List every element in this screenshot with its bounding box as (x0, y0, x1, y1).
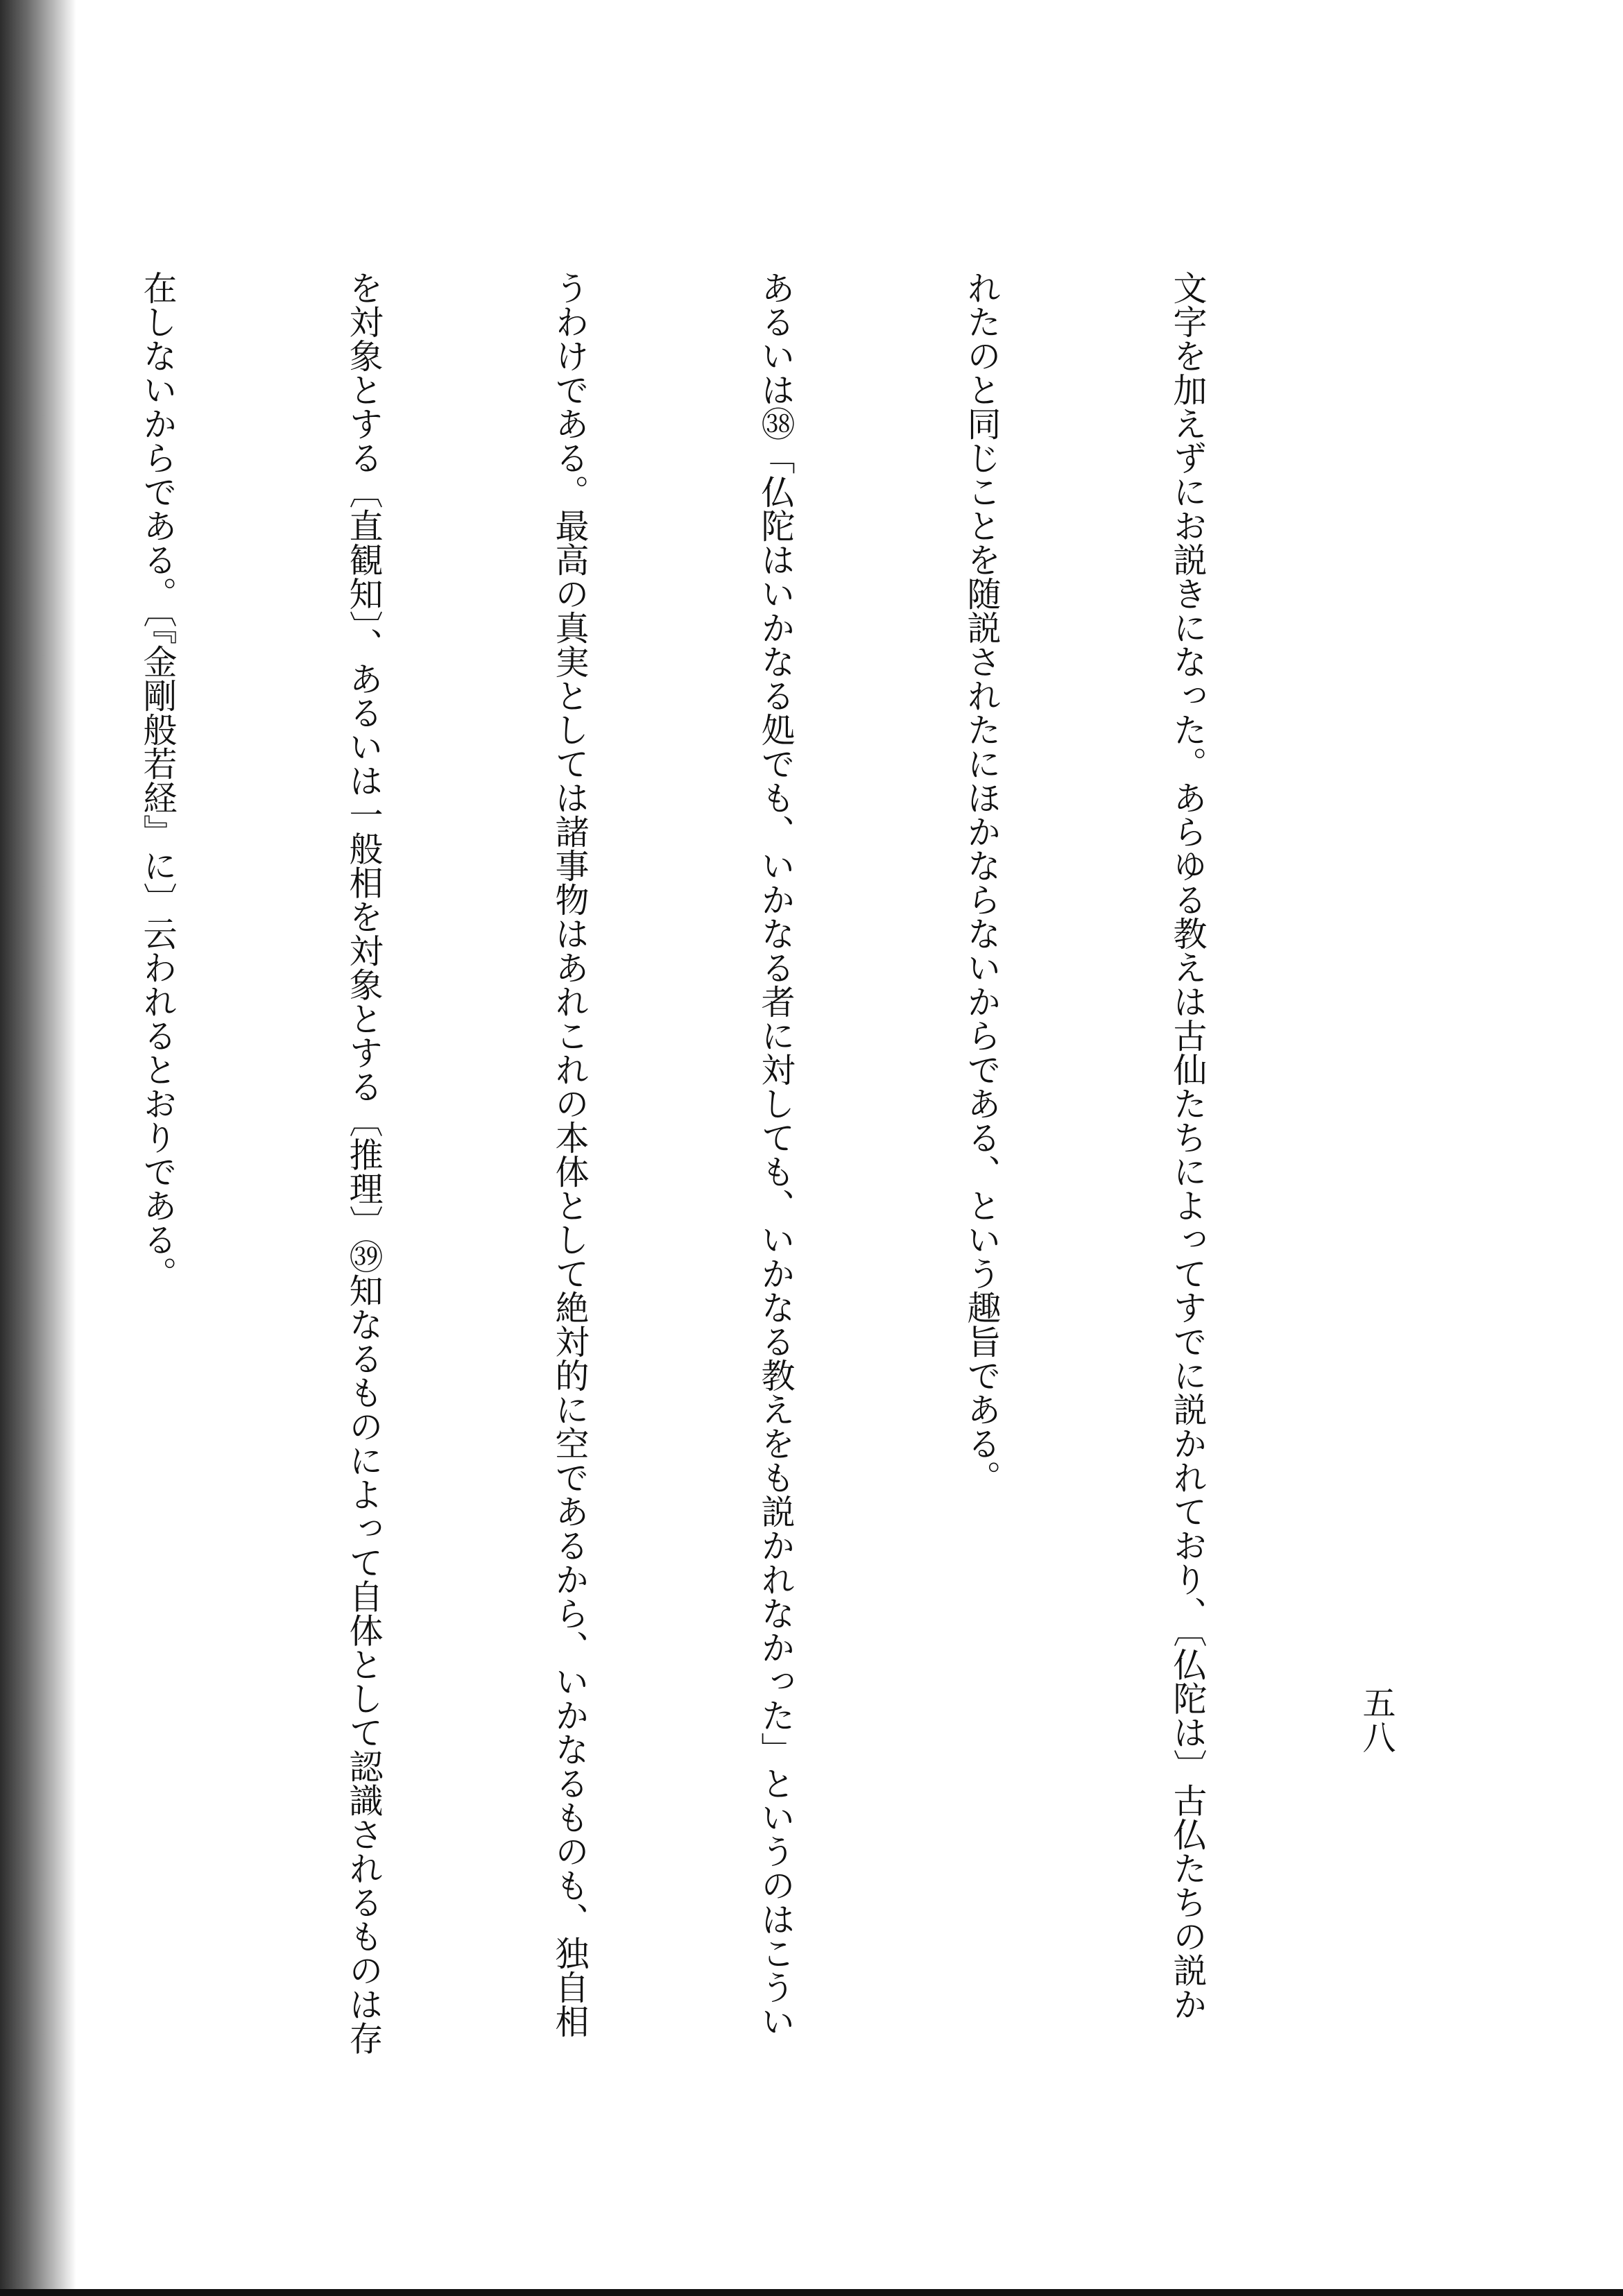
text-line: を対象とする〔直観知〕、あるいは一般相を対象とする〔推理〕㊴知なるものによって自体として認識されるものは存 (344, 271, 384, 2055)
text-line: うわけである。最高の真実としては諸事物はあれこれの本体として絶対的に空であるから、いかなるものも、独自相 (550, 271, 590, 2038)
text-line: 在しないからである。〔『金剛般若経』に〕云われるとおりである。 (138, 271, 178, 1290)
text-line: あるいは㊳「仏陀はいかなる処でも、いかなる者に対しても、いかなる教えをも説かれなかった」というのはこうい (756, 271, 796, 2038)
text-line: れたのと同じことを随説されたにほかならないからである、という趣旨である。 (962, 271, 1002, 1494)
bottom-scan-edge (0, 2289, 1623, 2296)
body-text (0, 271, 1359, 2185)
text-line: 文字を加えずにお説きになった。あらゆる教えは古仙たちによってすでに説かれており、〔仏陀は〕古仏たちの説か (1168, 271, 1208, 2021)
page-number: 五八 (1357, 1686, 1396, 1755)
